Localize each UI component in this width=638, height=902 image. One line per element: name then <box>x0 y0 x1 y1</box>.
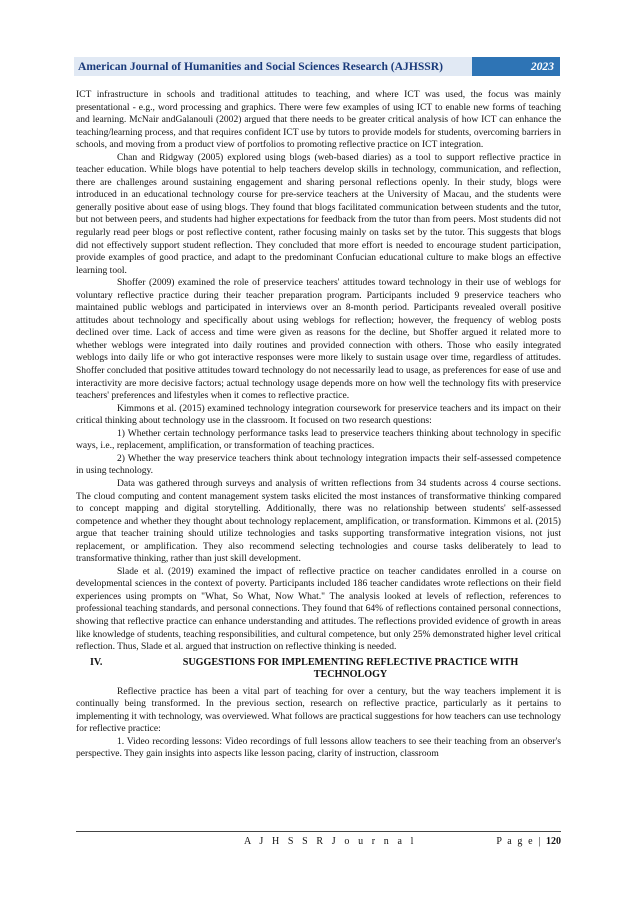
article-body <box>76 89 561 761</box>
paragraph: Kimmons et al. (2015) examined technology integration coursework for preservice teachers and its impact on their critical thinking about technology use in the classroom. It focused on two research questions: <box>76 402 561 427</box>
footer-journal: A J H S S R J o u r n a l <box>244 836 417 847</box>
paragraph: 1. Video recording lessons: Video recordings of full lessons allow teachers to see their teaching from an observer's perspective. They gain insights into aspects like lesson pacing, clarity of instruction, classroom <box>76 735 561 760</box>
page-number: 120 <box>546 836 561 847</box>
journal-title: American Journal of Humanities and Social Sciences Research (AJHSSR) <box>74 57 472 76</box>
paragraph: Reflective practice has been a vital part of teaching for over a century, but the way teachers implement it is continually being transformed. In the previous section, research on reflective practice, particularly as it pertains to implementing it with technology, was overviewed. What follows are practical suggestions for how teachers can use technology for reflective practice: <box>76 685 561 735</box>
paragraph: Shoffer (2009) examined the role of preservice teachers' attitudes toward technology in their use of weblogs for voluntary reflective practice during their teacher preparation program. Participants included 9 preservice teachers who maintained public weblogs and participated in interviews over an 8-month period. Participants revealed overall positive attitudes about technology and specifically about using weblogs for reflection; however, the frequency of weblog posts declined over time. Lack of access and time were given as reasons for the decline, but Shoffer argued it related more to whether weblogs were integrated into daily routines and provided connection with others. Those who easily integrated weblogs into daily life or who got interactive responses were more likely to sustain usage over time, regardless of attitudes. Shoffer concluded that positive attitudes toward technology do not necessarily lead to usage, as preferences for ease of use and interactivity are more decisive factors; actual technology usage depends more on how well the technology fits with preservice teachers' preferences and lifestyles when it comes to reflective practice. <box>76 277 561 402</box>
research-question: 2) Whether the way preservice teachers think about technology integration impacts their self-assessed competence in using technology. <box>76 452 561 477</box>
paragraph: ICT infrastructure in schools and traditional attitudes to teaching, and where ICT was used, the focus was mainly presentational - e.g., word processing and graphics. There were few examples of using ICT to enable new forms of teaching and learning. McNair andGalanouli (2002) argued that there needs to be greater critical analysis of how ICT can enhance the teaching/learning process, and that requires confident ICT use by tutors to provide models for students, overcoming barriers in schools, and moving from a product view of portfolios to promoting reflective practice on ICT integration. <box>76 89 561 151</box>
paragraph: Slade et al. (2019) examined the impact of reflective practice on teacher candidates enrolled in a course on developmental sciences in the context of poverty. Participants included 186 teacher candidates wrote reflections on their field experiences using prompts on "What, So What, Now What." The analysis looked at levels of reflection, references to professional teaching standards, and personal connections. They found that 64% of reflections contained personal connections, showing that reflective practice can enhance understanding and attitudes. The reflections provided evidence of growth in areas like knowledge of students, teaching responsibilities, and cultural competence, but only 25% demonstrated higher level critical reflection. Thus, Slade et al. argued that instruction on reflective thinking is needed. <box>76 565 561 653</box>
section-number: IV. <box>90 656 103 668</box>
footer-rule <box>76 831 561 832</box>
page-label: P a g e | <box>496 836 542 847</box>
section-title: SUGGESTIONS FOR IMPLEMENTING REFLECTIVE PRACTICE WITH TECHNOLOGY <box>182 656 519 681</box>
page-number-label <box>496 835 561 848</box>
section-heading <box>76 657 561 682</box>
journal-header <box>74 57 560 76</box>
paragraph: Chan and Ridgway (2005) explored using blogs (web-based diaries) as a tool to support reflective practice in teacher education. While blogs have potential to help teachers develop skills in technology, communication, and reflection, there are challenges around sustaining engagement and sharing personal reflections openly. In their study, blogs were introduced in an educational technology course for pre-service teachers at the University of Macau, and the students were generally positive about ease of using blogs. They found that blogs facilitated communication between students and the tutor, but not between peers, and students had higher expectations for feedback from the tutor than from peers. Most students did not regularly read peer blogs or post reflective content, rather focusing mainly on tasks set by the tutor. This suggests that blogs did not effectively support student reflection. They concluded that more effort is needed to encourage student participation, provide examples of good practice, and adapt to the predominant Confucian educational culture to make blogs an effective learning tool. <box>76 151 561 276</box>
research-question: 1) Whether certain technology performance tasks lead to preservice teachers thinking about technology in specific ways, i.e., replacement, amplification, or transformation of teaching practices. <box>76 427 561 452</box>
journal-year: 2023 <box>472 57 560 76</box>
paragraph: Data was gathered through surveys and analysis of written reflections from 34 students across 4 course sections. The cloud computing and content management system tasks elicited the most instances of transformative thinking compared to concept mapping and digital storytelling. Additionally, there was no relationship between students' self-assessed competence and whether they thought about technology replacement, amplification, or transformation. Kimmons et al. (2015) argue that teacher training should utilize technologies and tasks supporting transformative integration visions, not just replacement, or amplification. They also recommend selecting technologies and course tasks deliberately to lead to transformative thinking, rather than just skill development. <box>76 477 561 565</box>
